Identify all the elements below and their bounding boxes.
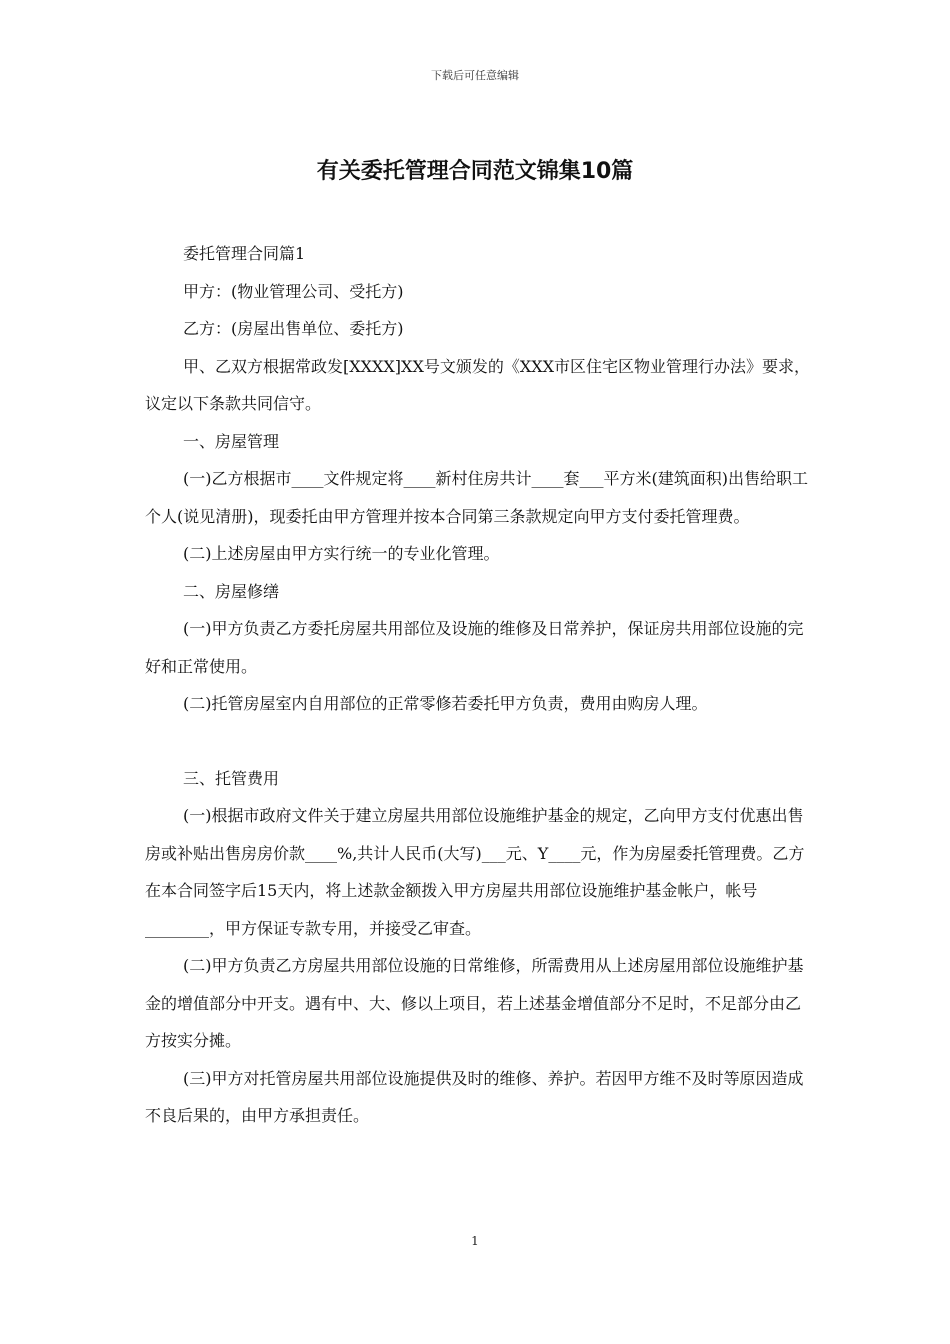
paragraph: (二)托管房屋室内自用部位的正常零修若委托甲方负责，费用由购房人理。: [183, 694, 708, 713]
document-body: [145, 235, 810, 1135]
paragraph: (一)乙方根据市____文件规定将____新村住房共计____套___平方米(建筑面积)出售给职工个人(说见清册)，现委托由甲方管理并按本合同第三条款规定向甲方支付委托管理费。: [145, 469, 808, 526]
document-title: 有关委托管理合同范文锦集10篇: [316, 159, 634, 184]
page-header: 下载后可任意编辑: [431, 69, 519, 82]
section-heading: 一、房屋管理: [183, 431, 280, 451]
paragraph: (一)甲方负责乙方委托房屋共用部位及设施的维修及日常养护，保证房共用部位设施的完好和正常使用。: [145, 619, 804, 676]
page-number: 1: [471, 1234, 479, 1248]
section-heading: 三、托管费用: [183, 768, 280, 788]
paragraph: (一)根据市政府文件关于建立房屋共用部位设施维护基金的规定，乙向甲方支付优惠出售房或补贴出售房房价款____%,共计人民币(大写)___元、Y____元，作为房屋委托管理费。乙方在本合同签字后15天内，将上述款金额拨入甲方房屋共用部位设施维护基金帐户，帐号________，甲方保证专款专用，并接受乙审查。: [145, 806, 805, 938]
section-heading: 二、房屋修缮: [183, 581, 280, 601]
paragraph: 委托管理合同篇1: [183, 244, 306, 263]
paragraph: (二)甲方负责乙方房屋共用部位设施的日常维修，所需费用从上述房屋用部位设施维护基金的增值部分中开支。遇有中、大、修以上项目，若上述基金增值部分不足时，不足部分由乙方按实分摊。: [145, 956, 804, 1050]
paragraph: (三)甲方对托管房屋共用部位设施提供及时的维修、养护。若因甲方维不及时等原因造成不良后果的，由甲方承担责任。: [145, 1068, 804, 1125]
paragraph: 甲、乙双方根据常政发[XXXX]XX号文颁发的《XXX市区住宅区物业管理行办法》要求，议定以下条款共同信守。: [145, 356, 811, 413]
paragraph: 甲方：(物业管理公司、受托方): [183, 281, 404, 301]
paragraph: 乙方：(房屋出售单位、委托方): [183, 319, 404, 338]
paragraph: (二)上述房屋由甲方实行统一的专业化管理。: [183, 544, 500, 563]
blank-line: [145, 723, 810, 760]
